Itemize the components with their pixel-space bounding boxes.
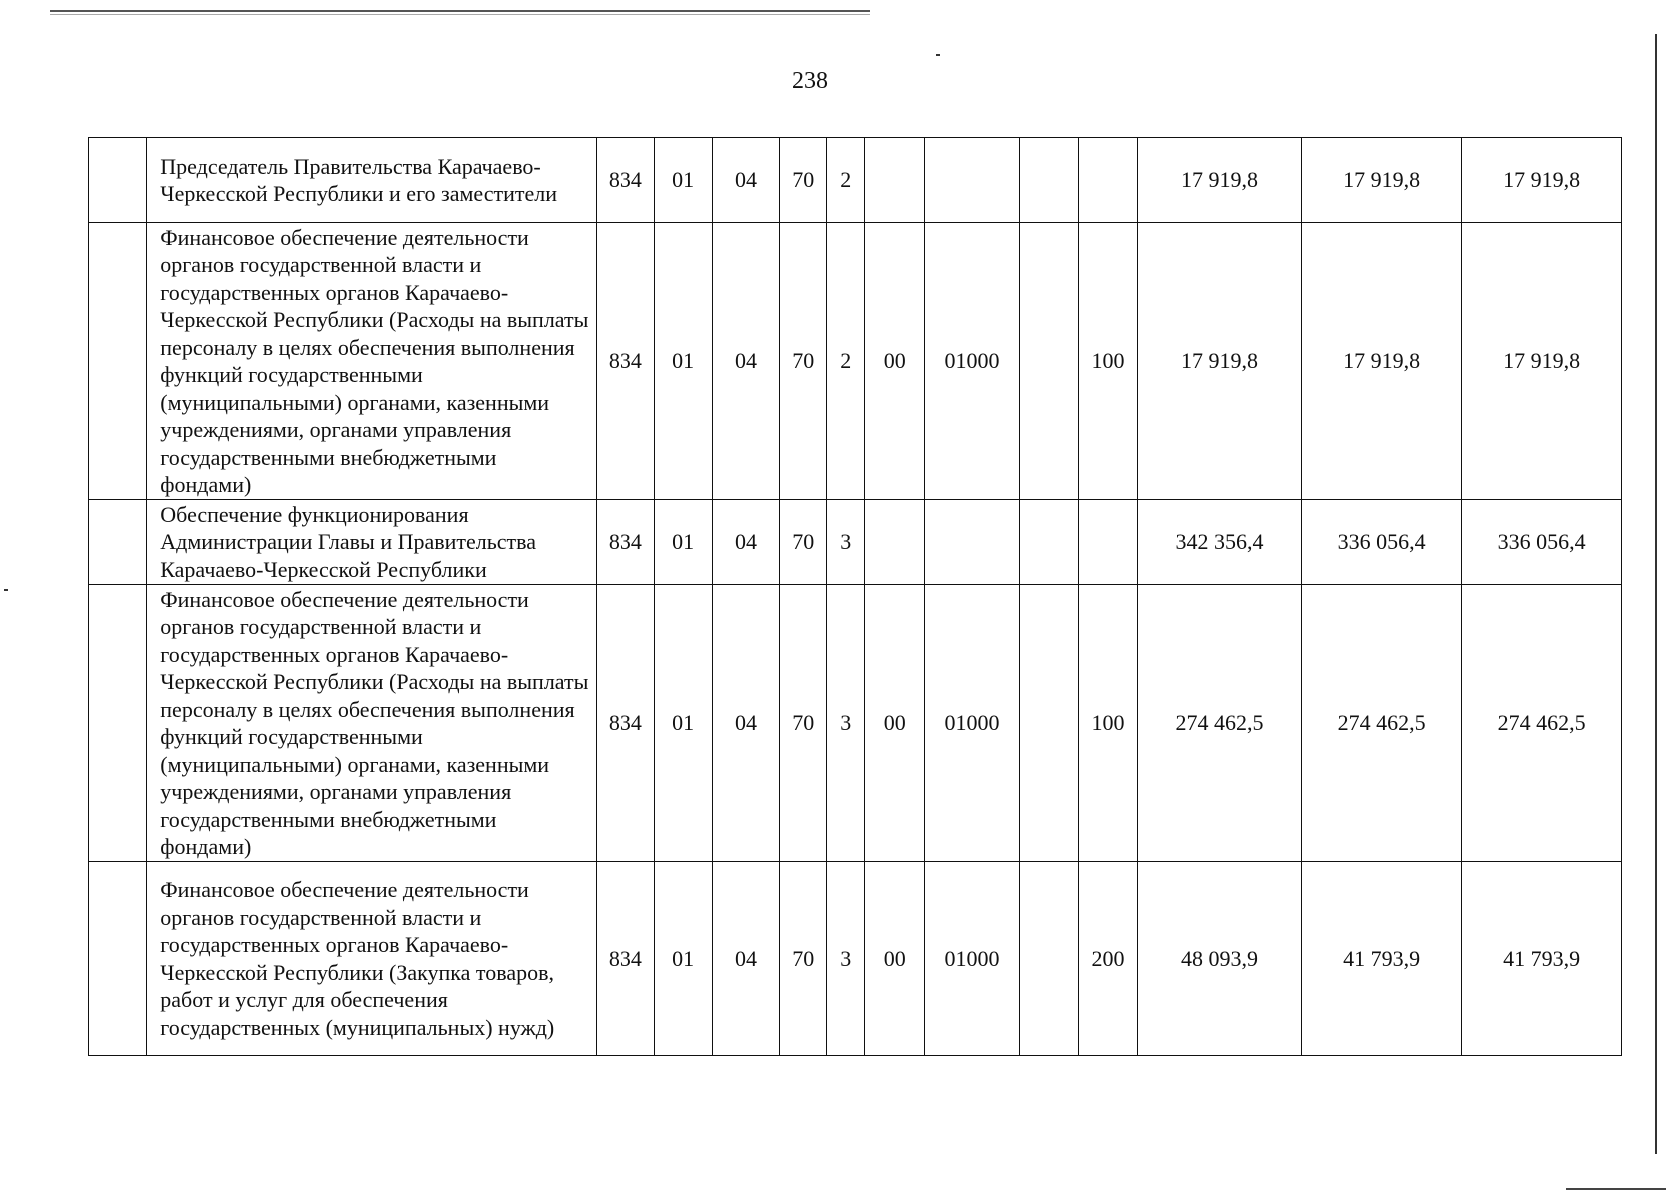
program-code: 70 bbox=[780, 223, 827, 500]
row-blank-cell bbox=[89, 223, 147, 500]
expense-type-code: 100 bbox=[1078, 223, 1137, 500]
extra-code bbox=[1019, 500, 1078, 585]
table-row bbox=[89, 223, 1622, 500]
subsection-code: 04 bbox=[712, 223, 779, 500]
expense-type-code bbox=[1078, 500, 1137, 585]
expense-type-code: 100 bbox=[1078, 585, 1137, 862]
expense-type-code bbox=[1078, 138, 1137, 223]
row-description: Обеспечение функционирования Администрации Главы и Правительства Карачаево-Черкесской Республики bbox=[147, 500, 597, 585]
item-code: 01000 bbox=[925, 862, 1019, 1056]
amount-year-3: 41 793,9 bbox=[1462, 862, 1622, 1056]
section-code: 01 bbox=[654, 862, 712, 1056]
table-row bbox=[89, 585, 1622, 862]
item-code bbox=[925, 138, 1019, 223]
admin-code: 834 bbox=[597, 585, 654, 862]
item-code bbox=[925, 500, 1019, 585]
expense-type-code: 200 bbox=[1078, 862, 1137, 1056]
subprogram-code: 3 bbox=[827, 500, 865, 585]
row-blank-cell bbox=[89, 585, 147, 862]
subsection-code: 04 bbox=[712, 585, 779, 862]
program-code: 70 bbox=[780, 500, 827, 585]
table-row bbox=[89, 138, 1622, 223]
item-code: 01000 bbox=[925, 223, 1019, 500]
amount-year-3: 274 462,5 bbox=[1462, 585, 1622, 862]
row-description: Финансовое обеспечение деятельности органов государственной власти и государственных органов Карачаево-Черкесской Республики (Закупка товаров, работ и услуг для обеспечения государственных (муниципальных) нужд) bbox=[147, 862, 597, 1056]
subprogram-code: 2 bbox=[827, 223, 865, 500]
amount-year-1: 274 462,5 bbox=[1138, 585, 1302, 862]
program-code: 70 bbox=[780, 862, 827, 1056]
subsection-code: 04 bbox=[712, 138, 779, 223]
section-code: 01 bbox=[654, 138, 712, 223]
subsection-code: 04 bbox=[712, 862, 779, 1056]
amount-year-1: 17 919,8 bbox=[1138, 223, 1302, 500]
amount-year-2: 17 919,8 bbox=[1301, 223, 1462, 500]
direction-code: 00 bbox=[865, 862, 925, 1056]
amount-year-2: 274 462,5 bbox=[1301, 585, 1462, 862]
extra-code bbox=[1019, 223, 1078, 500]
scan-speck bbox=[936, 54, 940, 56]
subsection-code: 04 bbox=[712, 500, 779, 585]
program-code: 70 bbox=[780, 585, 827, 862]
table-row bbox=[89, 500, 1622, 585]
extra-code bbox=[1019, 585, 1078, 862]
row-description: Финансовое обеспечение деятельности органов государственной власти и государственных органов Карачаево-Черкесской Республики (Расходы на выплаты персоналу в целях обеспечения выполнения функций государственными (муниципальными) органами, казенными учреждениями, органами управления государственными внебюджетными фондами) bbox=[147, 585, 597, 862]
budget-table bbox=[88, 137, 1622, 1056]
row-blank-cell bbox=[89, 500, 147, 585]
amount-year-2: 17 919,8 bbox=[1301, 138, 1462, 223]
section-code: 01 bbox=[654, 500, 712, 585]
direction-code: 00 bbox=[865, 223, 925, 500]
admin-code: 834 bbox=[597, 223, 654, 500]
section-code: 01 bbox=[654, 223, 712, 500]
program-code: 70 bbox=[780, 138, 827, 223]
amount-year-1: 342 356,4 bbox=[1138, 500, 1302, 585]
amount-year-1: 17 919,8 bbox=[1138, 138, 1302, 223]
extra-code bbox=[1019, 862, 1078, 1056]
subprogram-code: 2 bbox=[827, 138, 865, 223]
direction-code bbox=[865, 138, 925, 223]
scan-speck bbox=[4, 589, 8, 591]
row-description: Финансовое обеспечение деятельности органов государственной власти и государственных органов Карачаево-Черкесской Республики (Расходы на выплаты персоналу в целях обеспечения выполнения функций государственными (муниципальными) органами, казенными учреждениями, органами управления государственными внебюджетными фондами) bbox=[147, 223, 597, 500]
amount-year-3: 336 056,4 bbox=[1462, 500, 1622, 585]
scan-edge-right bbox=[1655, 34, 1657, 1154]
row-description: Председатель Правительства Карачаево-Черкесской Республики и его заместители bbox=[147, 138, 597, 223]
direction-code bbox=[865, 500, 925, 585]
row-blank-cell bbox=[89, 862, 147, 1056]
amount-year-1: 48 093,9 bbox=[1138, 862, 1302, 1056]
admin-code: 834 bbox=[597, 500, 654, 585]
direction-code: 00 bbox=[865, 585, 925, 862]
table-row bbox=[89, 862, 1622, 1056]
admin-code: 834 bbox=[597, 138, 654, 223]
extra-code bbox=[1019, 138, 1078, 223]
amount-year-3: 17 919,8 bbox=[1462, 223, 1622, 500]
section-code: 01 bbox=[654, 585, 712, 862]
page-number: 238 bbox=[792, 68, 828, 94]
subprogram-code: 3 bbox=[827, 862, 865, 1056]
amount-year-3: 17 919,8 bbox=[1462, 138, 1622, 223]
scan-edge-top bbox=[50, 10, 870, 12]
row-blank-cell bbox=[89, 138, 147, 223]
subprogram-code: 3 bbox=[827, 585, 865, 862]
item-code: 01000 bbox=[925, 585, 1019, 862]
amount-year-2: 336 056,4 bbox=[1301, 500, 1462, 585]
admin-code: 834 bbox=[597, 862, 654, 1056]
amount-year-2: 41 793,9 bbox=[1301, 862, 1462, 1056]
scan-edge-bottom bbox=[1566, 1188, 1666, 1190]
scan-edge-top-faint bbox=[50, 14, 870, 15]
